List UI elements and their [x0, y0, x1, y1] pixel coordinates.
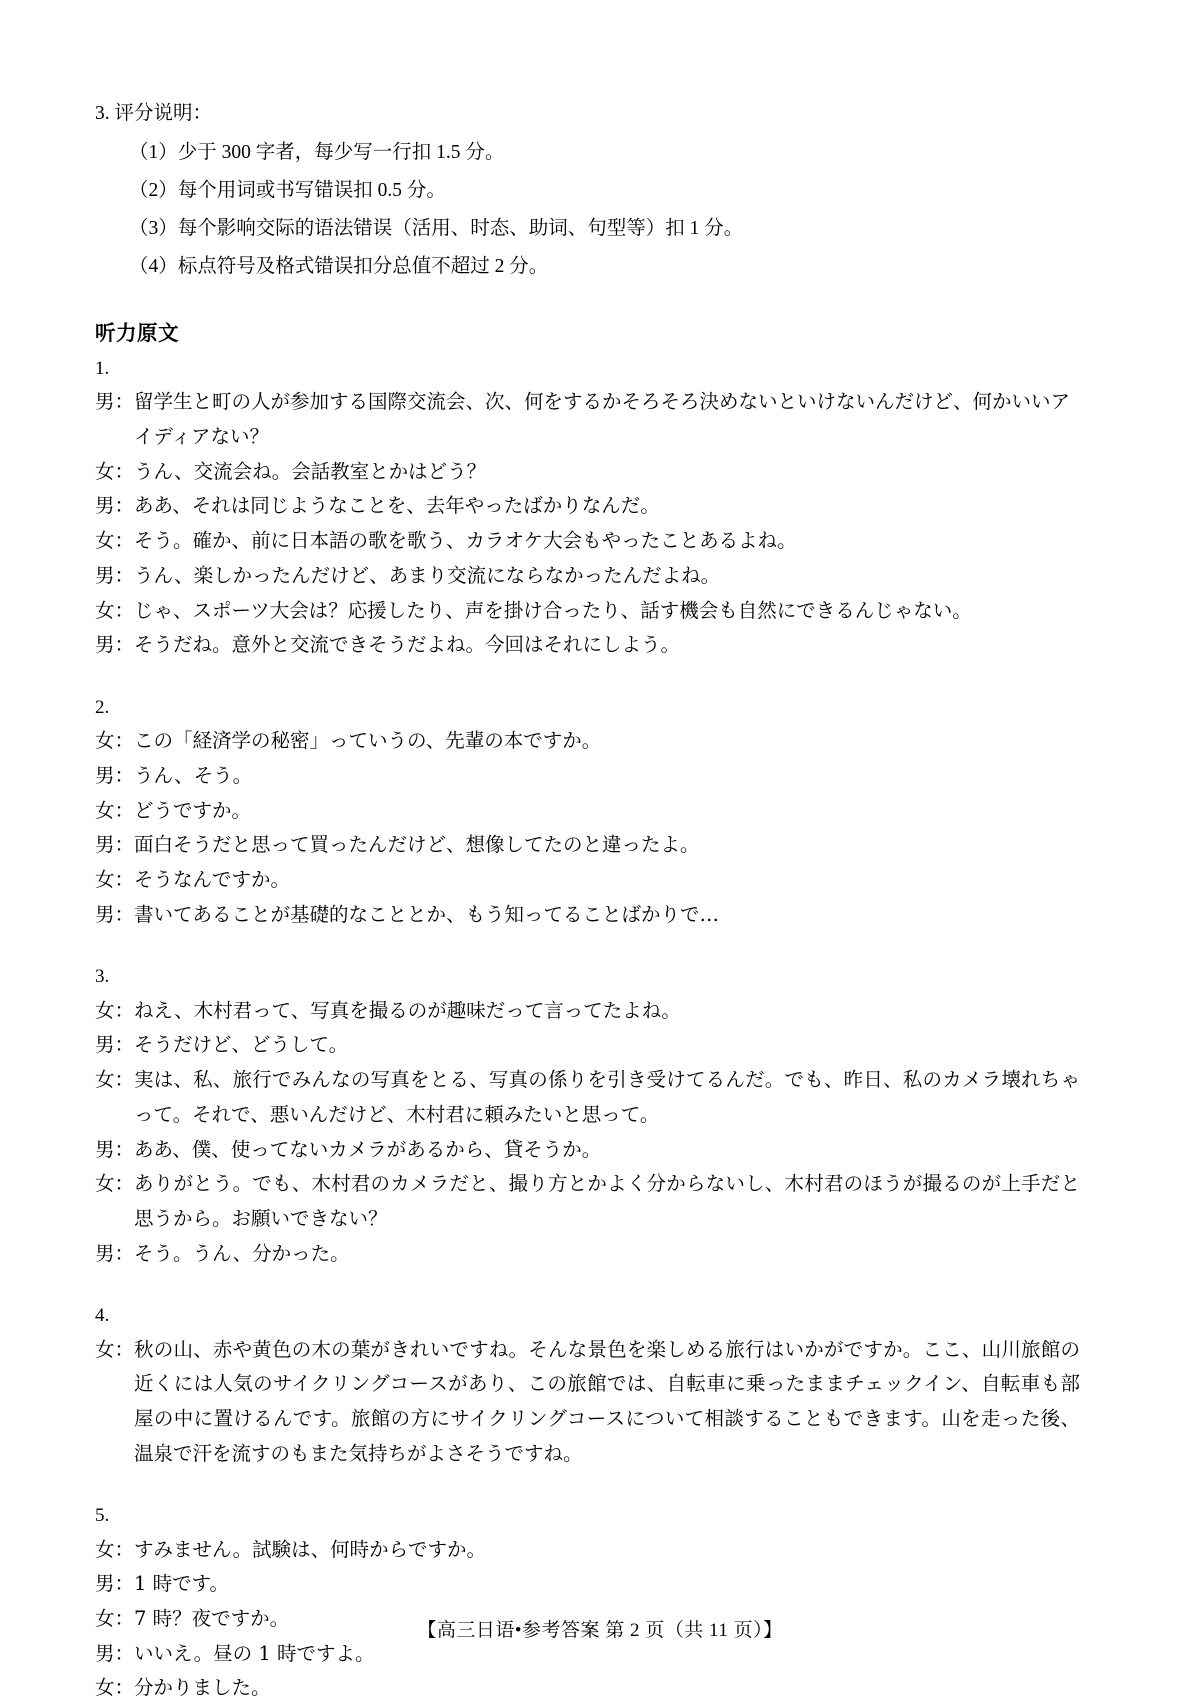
- scoring-title: 3. 评分说明：: [95, 103, 213, 124]
- script-item-number: 4.: [95, 1305, 110, 1327]
- utterance-text: じゃ、スポーツ大会は？応援したり、声を掛け合ったり、話す機会も自然にできるんじゃない。: [134, 598, 972, 622]
- utterance-text: うん、楽しかったんだけど、あまり交流にならなかったんだよね。: [134, 563, 721, 587]
- dialogue-line: [95, 1237, 1080, 1272]
- utterance-text: うん、そう。: [134, 763, 253, 787]
- speaker-label: 女：: [95, 1676, 135, 1700]
- speaker-label: 女：: [95, 1337, 135, 1361]
- scoring-section: [95, 95, 1080, 286]
- dialogue-line: [95, 828, 1080, 863]
- script-item-2: [95, 691, 1080, 932]
- speaker-label: 男：: [95, 1137, 135, 1161]
- speaker-label: 男：: [95, 763, 135, 787]
- dialogue-line: [95, 1167, 1080, 1236]
- speaker-label: 女：: [95, 1068, 135, 1092]
- speaker-label: 女：: [95, 868, 135, 892]
- dialogue-line: [95, 559, 1080, 594]
- speaker-label: 女：: [95, 1607, 135, 1631]
- speaker-label: 女：: [95, 798, 135, 822]
- utterance-text: 秋の山、赤や黄色の木の葉がきれいですね。そんな景色を楽しめる旅行はいかがですか。ここ、山川旅館の近くには人気のサイクリングコースがあり、この旅館では、自転車に乗ったままチェックイン、自転車も部屋の中に置けるんです。旅館の方にサイクリングコースについて相談することもできます。山を走った後、温泉で汗を流すのもまた気持ちがよさそうですね。: [134, 1337, 1080, 1465]
- utterance-text: そうだけど、どうして。: [134, 1033, 349, 1057]
- utterance-text: 面白そうだと思って買ったんだけど、想像してたのと違ったよ。: [134, 833, 700, 857]
- script-item-number: 2.: [95, 696, 110, 718]
- script-item-number: 5.: [95, 1505, 110, 1527]
- utterance-text: ありがとう。でも、木村君のカメラだと、撮り方とかよく分からないし、木村君のほうが撮るのが上手だと思うから。お願いできない？: [134, 1172, 1080, 1230]
- speaker-label: 男：: [95, 1572, 135, 1596]
- speaker-label: 女：: [95, 598, 135, 622]
- listening-script-heading: 听力原文: [95, 323, 179, 346]
- speaker-label: 女：: [95, 998, 135, 1022]
- scoring-item: （1）少于 300 字者，每少写一行扣 1.5 分。: [129, 142, 505, 164]
- speaker-label: 男：: [95, 1241, 135, 1265]
- utterance-text: 書いてあることが基礎的なこととか、もう知ってることばかりで…: [134, 902, 720, 926]
- utterance-text: そう。うん、分かった。: [134, 1241, 350, 1265]
- dialogue-line: [95, 1063, 1080, 1132]
- page-footer: 【高三日语•参考答案 第 2 页（共 11 页）】: [417, 1620, 783, 1641]
- script-item-number: 3.: [95, 966, 110, 988]
- dialogue-line: [95, 489, 1080, 524]
- speaker-label: 男：: [95, 563, 135, 587]
- script-item-3: [95, 960, 1080, 1271]
- speaker-label: 女：: [95, 459, 135, 483]
- dialogue-line: [95, 759, 1080, 794]
- scoring-item-list: [95, 134, 1080, 286]
- utterance-text: 7 時？夜ですか。: [134, 1607, 290, 1631]
- speaker-label: 男：: [95, 1641, 135, 1665]
- dialogue-line: [95, 1533, 1080, 1568]
- utterance-text: 分かりました。: [134, 1676, 271, 1700]
- scoring-item: （3）每个影响交际的语法错误（活用、时态、助词、句型等）扣 1 分。: [129, 218, 744, 240]
- utterance-text: うん、交流会ね。会話教室とかはどう？: [134, 459, 487, 483]
- speaker-label: 女：: [95, 729, 135, 753]
- utterance-text: 留学生と町の人が参加する国際交流会、次、何をするかそろそろ決めないといけないんだけど、何かいいアイディアない？: [134, 390, 1071, 449]
- utterance-text: 1 時です。: [134, 1572, 230, 1596]
- utterance-text: いいえ。昼の 1 時ですよ。: [134, 1641, 375, 1665]
- speaker-label: 女：: [95, 1172, 135, 1196]
- speaker-label: 男：: [95, 633, 135, 657]
- utterance-text: ねえ、木村君って、写真を撮るのが趣味だって言ってたよね。: [134, 998, 681, 1022]
- dialogue-line: [95, 898, 1080, 933]
- dialogue-line: [95, 455, 1080, 490]
- dialogue-line: [95, 1333, 1080, 1472]
- dialogue-line: [95, 594, 1080, 629]
- dialogue-line: [95, 1133, 1080, 1168]
- utterance-text: すみません。試験は、何時からですか。: [134, 1537, 486, 1561]
- dialogue-line: [95, 724, 1080, 759]
- speaker-label: 女：: [95, 529, 135, 553]
- utterance-text: どうですか。: [134, 798, 252, 822]
- utterance-text: ああ、それは同じようなことを、去年やったばかりなんだ。: [134, 494, 660, 518]
- scoring-item: （4）标点符号及格式错误扣分总值不超过 2 分。: [129, 256, 549, 278]
- speaker-label: 男：: [95, 833, 135, 857]
- speaker-label: 男：: [95, 902, 135, 926]
- script-item-number: 1.: [95, 358, 110, 380]
- speaker-label: 女：: [95, 1537, 135, 1561]
- dialogue-line: [95, 628, 1080, 663]
- dialogue-line: [95, 863, 1080, 898]
- dialogue-line: [95, 385, 1080, 454]
- utterance-text: そう。確か、前に日本語の歌を歌う、カラオケ大会もやったことあるよね。: [134, 529, 797, 553]
- speaker-label: 男：: [95, 494, 135, 518]
- utterance-text: 実は、私、旅行でみんなの写真をとる、写真の係りを引き受けてるんだ。でも、昨日、私のカメラ壊れちゃって。それで、悪いんだけど、木村君に頼みたいと思って。: [134, 1068, 1080, 1126]
- utterance-text: そうだね。意外と交流できそうだよね。今回はそれにしよう。: [134, 633, 681, 657]
- utterance-text: そうなんですか。: [134, 868, 291, 892]
- dialogue-line: [95, 1671, 1080, 1706]
- utterance-text: この「経済学の秘密」っていうの、先輩の本ですか。: [134, 729, 602, 753]
- scoring-item: （2）每个用词或书写错误扣 0.5 分。: [129, 180, 446, 202]
- dialogue-line: [95, 794, 1080, 829]
- script-item-5: [95, 1499, 1080, 1706]
- dialogue-line: [95, 994, 1080, 1029]
- script-item-4: [95, 1299, 1080, 1471]
- utterance-text: ああ、僕、使ってないカメラがあるから、貸そうか。: [134, 1137, 602, 1161]
- dialogue-line: [95, 524, 1080, 559]
- script-item-1: [95, 352, 1080, 663]
- speaker-label: 男：: [95, 390, 135, 414]
- dialogue-line: [95, 1028, 1080, 1063]
- speaker-label: 男：: [95, 1033, 135, 1057]
- dialogue-line: [95, 1567, 1080, 1602]
